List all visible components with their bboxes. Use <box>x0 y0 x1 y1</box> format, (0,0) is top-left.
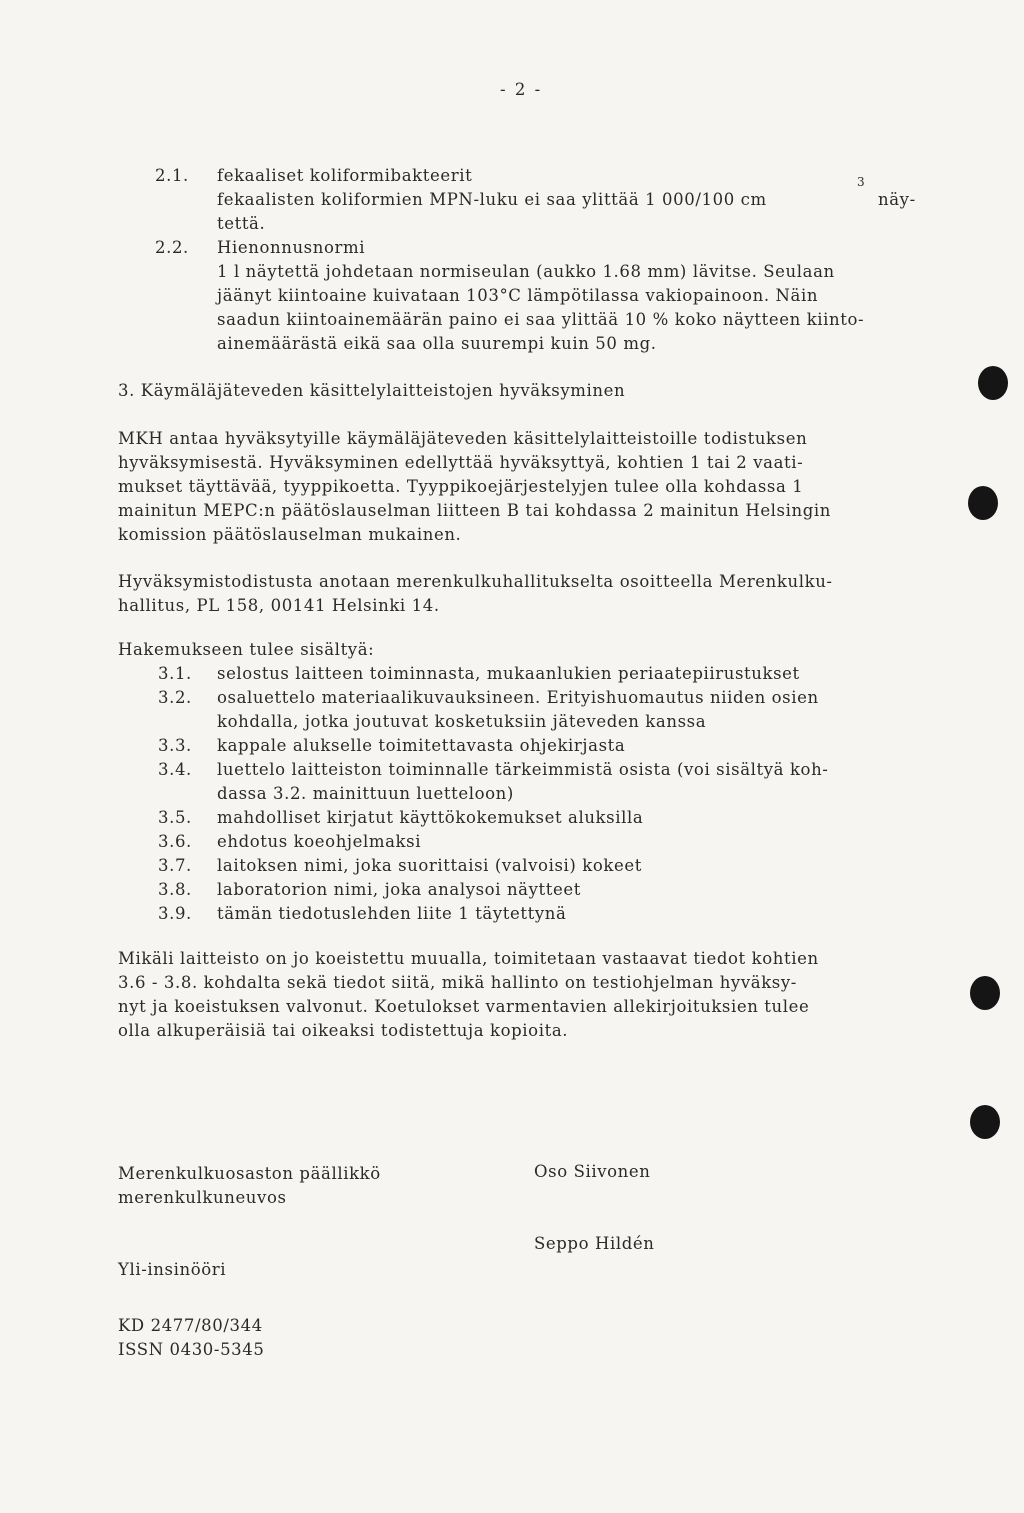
list-item-text: selostus laitteen toiminnasta, mukaanlukien periaatepiirustukset <box>217 664 800 683</box>
paragraph-line: mukset täyttävää, tyyppikoetta. Tyyppikoejärjestelyjen tulee olla kohdassa 1 <box>118 477 804 496</box>
list-item-text: ehdotus koeohjelmaksi <box>217 832 422 851</box>
list-item-text: tämän tiedotuslehden liite 1 täytettynä <box>217 904 567 923</box>
signature-name: Seppo Hildén <box>534 1234 655 1253</box>
paragraph-line: 3.6 - 3.8. kohdalta sekä tiedot siitä, mikä hallinto on testiohjelman hyväksy- <box>118 973 797 992</box>
signature-title: merenkulkuneuvos <box>118 1188 287 1207</box>
list-item-number: 3.4. <box>158 760 192 779</box>
item-number-2-2: 2.2. <box>155 238 189 257</box>
paragraph-line: mainitun MEPC:n päätöslauselman liitteen B tai kohdassa 2 mainitun Helsingin <box>118 501 831 520</box>
punch-hole <box>978 366 1008 400</box>
document-code: KD 2477/80/344 <box>118 1316 263 1335</box>
list-item-number: 3.3. <box>158 736 192 755</box>
list-item-number: 3.6. <box>158 832 192 851</box>
signature-name: Oso Siivonen <box>534 1162 651 1181</box>
item-2-2-line: 1 l näytettä johdetaan normiseulan (aukko 1.68 mm) lävitse. Seulaan <box>217 262 835 281</box>
item-2-1-line1: fekaalisten koliformien MPN-luku ei saa ylittää 1 000/100 cm <box>217 190 767 209</box>
signature-title: Merenkulkuosaston päällikkö <box>118 1164 381 1183</box>
paragraph-line: nyt ja koeistuksen valvonut. Koetulokset varmentavien allekirjoituksien tulee <box>118 997 810 1016</box>
page-number: - 2 - <box>500 80 543 99</box>
paragraph-line: Mikäli laitteisto on jo koeistettu muualla, toimitetaan vastaavat tiedot kohtien <box>118 949 819 968</box>
item-2-1-title: fekaaliset koliformibakteerit <box>217 166 473 185</box>
list-item-text: osaluettelo materiaalikuvauksineen. Erityishuomautus niiden osien <box>217 688 819 707</box>
paragraph-line: olla alkuperäisiä tai oikeaksi todistettuja kopioita. <box>118 1021 569 1040</box>
list-item-text: kohdalla, jotka joutuvat kosketuksiin jäteveden kanssa <box>217 712 707 731</box>
list-item-number: 3.7. <box>158 856 192 875</box>
list-item-number: 3.9. <box>158 904 192 923</box>
item-2-2-line: jäänyt kiintoaine kuivataan 103°C lämpötilassa vakiopainoon. Näin <box>217 286 819 305</box>
item-2-2-title: Hienonnusnormi <box>217 238 366 257</box>
list-item-number: 3.8. <box>158 880 192 899</box>
item-2-1-line2: tettä. <box>217 214 266 233</box>
item-number-2-1: 2.1. <box>155 166 189 185</box>
superscript-3: 3 <box>857 175 865 189</box>
list-item-number: 3.1. <box>158 664 192 683</box>
signature-title: Yli-insinööri <box>118 1260 227 1279</box>
section-3-heading: 3. Käymäläjäteveden käsittelylaitteistojen hyväksyminen <box>118 381 626 400</box>
punch-hole <box>970 976 1000 1010</box>
paragraph-line: Hyväksymistodistusta anotaan merenkulkuhallitukselta osoitteella Merenkulku- <box>118 572 833 591</box>
item-2-1-line1-end: näy- <box>878 190 916 209</box>
paragraph-line: hallitus, PL 158, 00141 Helsinki 14. <box>118 596 440 615</box>
paragraph-line: komission päätöslauselman mukainen. <box>118 525 462 544</box>
punch-hole <box>968 486 998 520</box>
list-item-text: laboratorion nimi, joka analysoi näytteet <box>217 880 581 899</box>
paragraph-line: hyväksymisestä. Hyväksyminen edellyttää hyväksyttyä, kohtien 1 tai 2 vaati- <box>118 453 804 472</box>
list-item-text: dassa 3.2. mainittuun luetteloon) <box>217 784 514 803</box>
punch-hole <box>970 1105 1000 1139</box>
list-item-text: luettelo laitteiston toiminnalle tärkeimmistä osista (voi sisältyä koh- <box>217 760 829 779</box>
issn-code: ISSN 0430-5345 <box>118 1340 265 1359</box>
item-2-2-line: saadun kiintoainemäärän paino ei saa ylittää 10 % koko näytteen kiinto- <box>217 310 865 329</box>
list-item-number: 3.2. <box>158 688 192 707</box>
list-intro: Hakemukseen tulee sisältyä: <box>118 640 375 659</box>
item-2-2-line: ainemäärästä eikä saa olla suurempi kuin 50 mg. <box>217 334 657 353</box>
list-item-text: kappale alukselle toimitettavasta ohjekirjasta <box>217 736 626 755</box>
list-item-text: mahdolliset kirjatut käyttökokemukset aluksilla <box>217 808 644 827</box>
paragraph-line: MKH antaa hyväksytyille käymäläjäteveden käsittelylaitteistoille todistuksen <box>118 429 808 448</box>
list-item-text: laitoksen nimi, joka suorittaisi (valvoisi) kokeet <box>217 856 642 875</box>
list-item-number: 3.5. <box>158 808 192 827</box>
